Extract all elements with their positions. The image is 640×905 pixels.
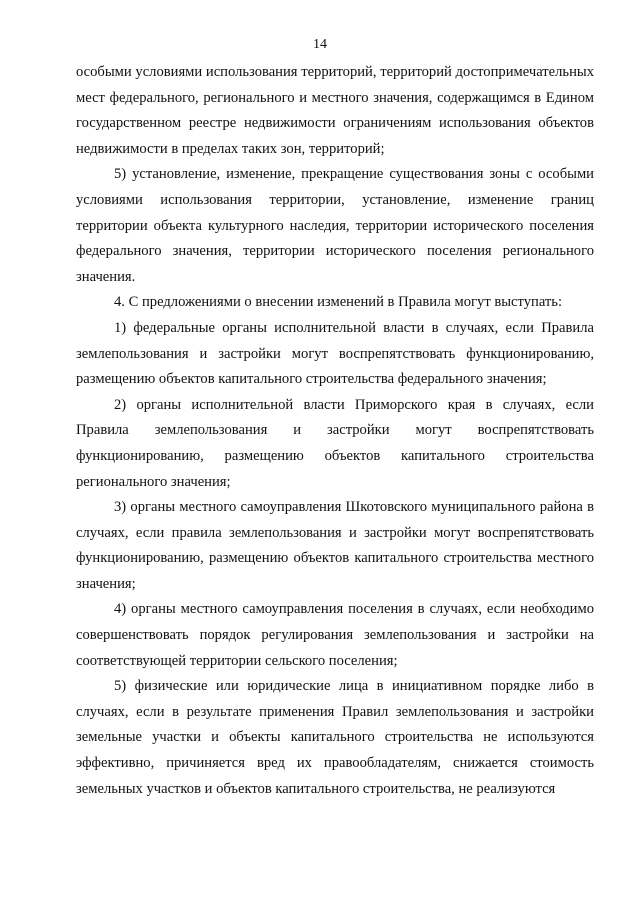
paragraph-continuation: особыми условиями использования территорий, территорий достопримечательных мест федерального, регионального и местного значения, содержащимся в Едином государственном реестре недвижимости ограничениям использования объектов недвижимости в пределах таких зон, территорий; [76,64,594,157]
paragraph-item-5-persons: 5) физические или юридические лица в инициативном порядке либо в случаях, если в результате применения Правил землепользования и застройки земельные участки и объекты капитального строительства не используются эффективно, причиняется вред их правообладателям, снижается стоимость земельных участков и объектов капитального строительства, не реализуются [76,678,594,797]
page-number: 14 [313,37,327,52]
paragraph-item-1-federal: 1) федеральные органы исполнительной власти в случаях, если Правила землепользования и застройки могут воспрепятствовать функционированию, размещению объектов капитального строительства федерального значения; [76,319,594,388]
paragraph-section-4: 4. С предложениями о внесении изменений в Правила могут выступать: [114,294,563,311]
document-body [76,60,594,802]
paragraph-item-4-settlement: 4) органы местного самоуправления поселения в случаях, если необходимо совершенствовать порядок регулирования землепользования и застройки на соответствующей территории сельского поселения; [76,601,594,669]
paragraph-item-3-municipal: 3) органы местного самоуправления Шкотовского муниципального района в случаях, если правила землепользования и застройки могут воспрепятствовать функционированию, размещению объектов капитального строительства местного значения; [76,499,594,592]
paragraph-item-2-regional: 2) органы исполнительной власти Приморского края в случаях, если Правила землепользования и застройки могут воспрепятствовать функционированию, размещению объектов капитального строительства регионального значения; [76,396,594,490]
paragraph-item-5-zone: 5) установление, изменение, прекращение существования зоны с особыми условиями использования территории, установление, изменение границ территории объекта культурного наследия, территории исторического поселения федерального значения, территории исторического поселения регионального значения. [76,166,594,285]
